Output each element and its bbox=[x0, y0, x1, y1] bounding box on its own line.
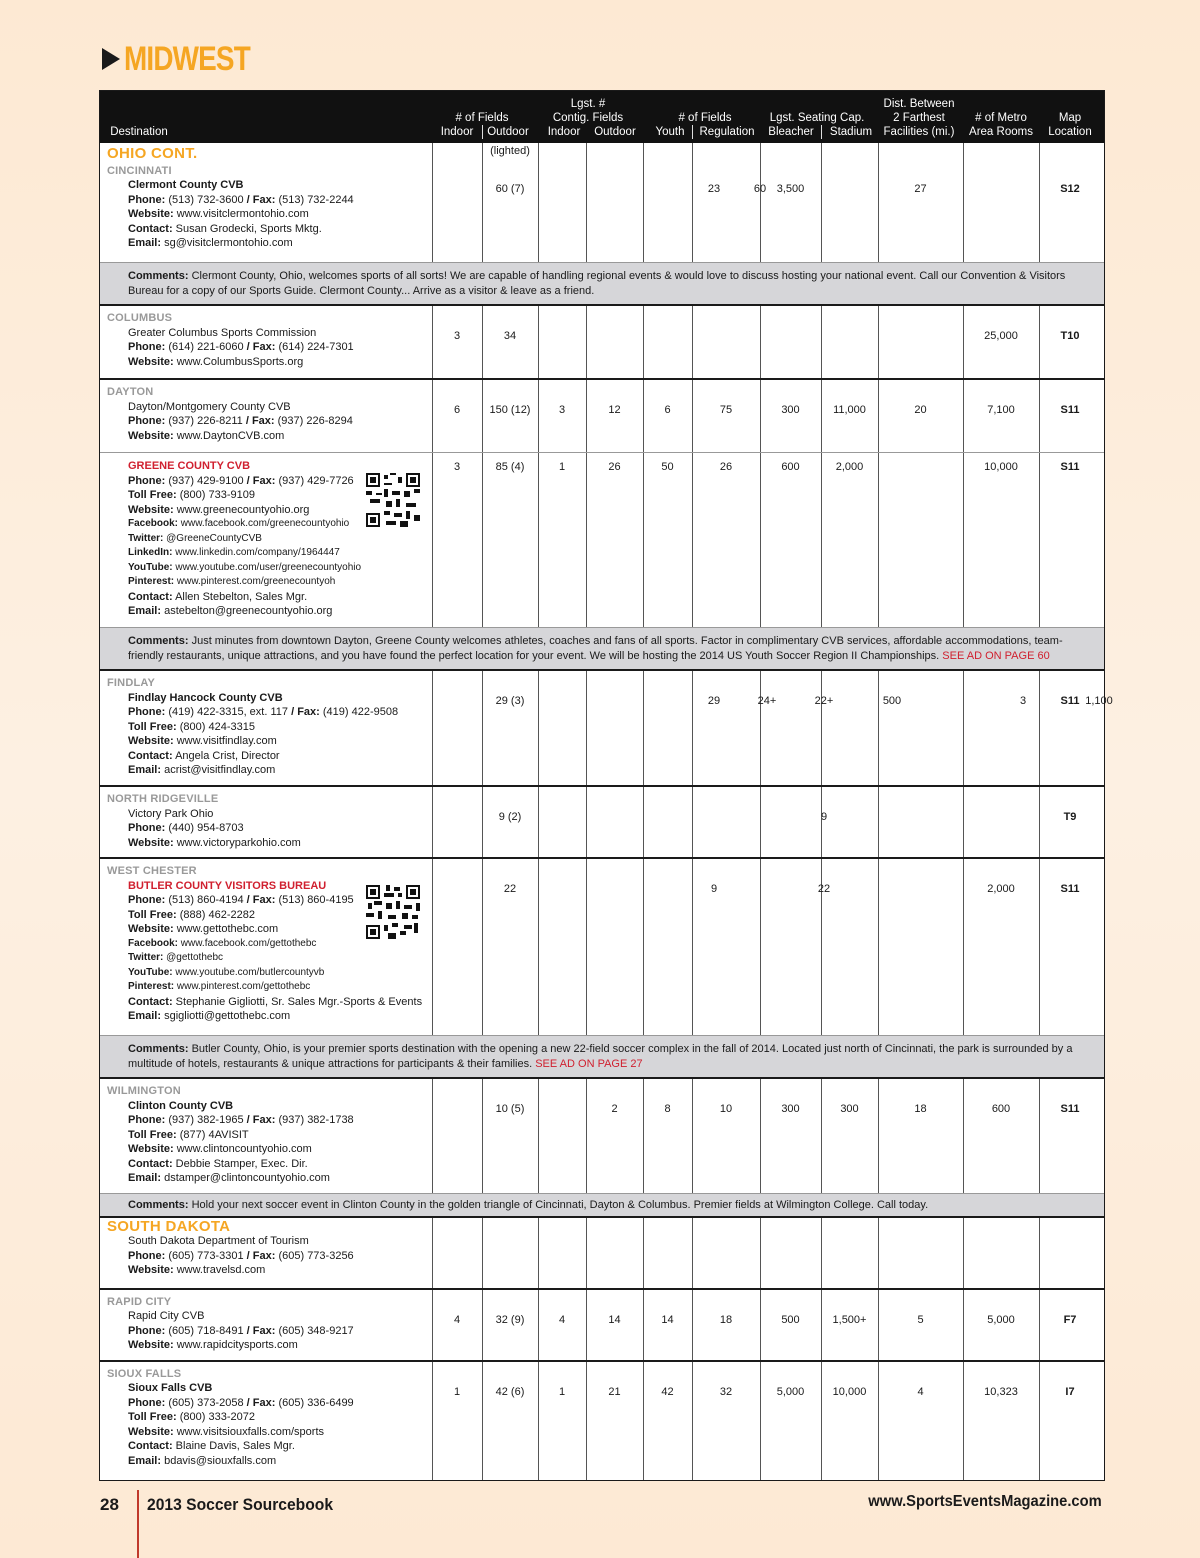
comments-greene: Comments: Just minutes from downtown Dayton, Greene County welcomes athletes, coaches and fans of all sports. Factor in complimentary CVB services, affordable accommodations, team-friendly restaurants, unique attractions, and you have found the perfect location for your event. We will be hosting the 2014 US Youth Soccer Region II Championships. SEE AD ON PAGE 60 bbox=[100, 628, 1104, 671]
hdr-fields2: # of Fields bbox=[678, 112, 732, 124]
qr-code-icon[interactable] bbox=[366, 885, 420, 939]
youtube-link[interactable]: www.youtube.com/user/greenecountyohio bbox=[175, 561, 362, 573]
cell-map: F7 bbox=[1063, 1313, 1077, 1326]
listing-rapid-city: RAPID CITY Rapid City CVB Phone: (605) 718-8491 / Fax: (605) 348-9217 Website: www.rapidcitysports.com 4 32 (9) 4 14 14 18 500 1,500+ 5 5,000 F7 bbox=[100, 1290, 1104, 1362]
cell: 18 bbox=[719, 1313, 733, 1326]
cell: 10 bbox=[719, 1103, 733, 1115]
cell-map: S11 bbox=[1060, 1103, 1080, 1115]
cell: 85 (4) bbox=[495, 461, 525, 473]
cell-map: S11 bbox=[1060, 883, 1080, 895]
hdr-fields: # of Fields bbox=[455, 112, 509, 124]
city-label: WEST CHESTER bbox=[107, 865, 197, 877]
cell: 22 bbox=[817, 883, 831, 895]
cell: 2,000 bbox=[987, 883, 1015, 895]
cell: 18 bbox=[914, 1103, 927, 1115]
cell: 27 bbox=[914, 183, 927, 195]
listing-sd-tourism: SOUTH DAKOTA South Dakota Department of Tourism Phone: (605) 773-3301 / Fax: (605) 773-3256 Website: www.travelsd.com bbox=[100, 1218, 1104, 1290]
qr-code-icon[interactable] bbox=[366, 473, 420, 527]
dest-cincinnati: OHIO CONT. CINCINNATI Clermont County CVB Phone: (513) 732-3600 / Fax: (513) 732-2244 Website: www.visitclermontohio.com Contact: Susan Grodecki, Sports Mktg. Email: sg@visitclermontohio.com bbox=[100, 143, 427, 257]
website-link[interactable]: www.rapidcitysports.com bbox=[176, 1339, 298, 1351]
listing-dayton: DAYTON Dayton/Montgomery County CVB Phone: (937) 226-8211 / Fax: (937) 226-8294 Website: www.DaytonCVB.com 6 150 (12) 3 12 6 75 300 11,000 20 7,100 S11 bbox=[100, 380, 1104, 453]
cell: 75 bbox=[719, 404, 733, 416]
section-title bbox=[102, 40, 278, 78]
cell-map: T10 bbox=[1060, 330, 1080, 342]
cell: 4 bbox=[453, 1313, 461, 1326]
listing-columbus: COLUMBUS Greater Columbus Sports Commission Phone: (614) 221-6060 / Fax: (614) 224-7301 Website: www.ColumbusSports.org 3 34 25,000 T10 bbox=[100, 306, 1104, 380]
page-footer bbox=[100, 1490, 1102, 1530]
cell: 32 (9) bbox=[495, 1313, 525, 1326]
cell: 23 bbox=[707, 183, 721, 195]
cell: 60 bbox=[753, 183, 767, 195]
cell: 10,000 bbox=[832, 1385, 867, 1398]
cell: 14 bbox=[661, 1313, 674, 1326]
lighted-note: (lighted) bbox=[490, 145, 530, 157]
listing-table bbox=[99, 90, 1113, 1481]
org-name: Greater Columbus Sports Commission bbox=[128, 326, 317, 339]
cell: 6 bbox=[453, 404, 461, 416]
org-name: Clermont County CVB bbox=[128, 179, 244, 191]
cell: 1,100 bbox=[1085, 695, 1113, 707]
cell: 50 bbox=[661, 461, 674, 473]
hdr-dist1: Dist. Between bbox=[883, 98, 955, 110]
city-label: DAYTON bbox=[107, 386, 154, 398]
website-link[interactable]: www.visitfindlay.com bbox=[176, 735, 277, 747]
comments-westchester: Comments: Butler County, Ohio, is your premier sports destination with the opening a new 22-field soccer complex in the fall of 2014. Located just north of Cincinnati, the park is surrounded by a multitude of hotels, restaurants & unique attractions for participants & their families. SEE AD ON PAGE 27 bbox=[100, 1036, 1104, 1079]
cell: 500 bbox=[882, 695, 902, 707]
cell: 21 bbox=[608, 1385, 621, 1398]
cell: 12 bbox=[608, 404, 621, 416]
hdr-youth: Youth bbox=[655, 126, 685, 138]
website-link[interactable]: www.DaytonCVB.com bbox=[176, 429, 285, 442]
org-name: Clinton County CVB bbox=[128, 1099, 234, 1112]
facebook-link[interactable]: www.facebook.com/gettothebc bbox=[180, 937, 317, 949]
email-link[interactable]: bdavis@siouxfalls.com bbox=[164, 1454, 277, 1467]
website-link[interactable]: www.clintoncountyohio.com bbox=[176, 1143, 312, 1155]
cell: 9 (2) bbox=[498, 811, 522, 823]
cell: 1,500+ bbox=[832, 1313, 867, 1326]
hdr-contig1: Lgst. # bbox=[570, 98, 606, 110]
email-link[interactable]: acrist@visitfindlay.com bbox=[164, 764, 276, 776]
email-link[interactable]: dstamper@clintoncountyohio.com bbox=[164, 1172, 330, 1184]
cell: 42 bbox=[661, 1385, 674, 1398]
city-label: SIOUX FALLS bbox=[107, 1367, 182, 1380]
cell: 3 bbox=[1019, 695, 1027, 707]
cell: 5,000 bbox=[987, 1313, 1015, 1326]
cell: 300 bbox=[781, 1103, 800, 1115]
listing-ridgeville: NORTH RIDGEVILLE Victory Park Ohio Phone: (440) 954-8703 Website: www.victoryparkohio.com 9 (2) 9 T9 bbox=[100, 787, 1104, 859]
see-ad-link[interactable]: SEE AD ON PAGE 60 bbox=[942, 649, 1050, 662]
cell: 29 (3) bbox=[495, 695, 525, 707]
cell: 5 bbox=[917, 1313, 924, 1326]
website-link[interactable]: www.greenecountyohio.org bbox=[176, 503, 310, 516]
comments-cincinnati: Comments: Clermont County, Ohio, welcomes sports of all sorts! We are capable of handling regional events & would love to discuss hosting your national event. Call our Convention & Visitors Bureau for a copy of our Sports Guide. Clermont County... Arrive as a visitor & leave as a friend. bbox=[100, 262, 1104, 306]
hdr-map1: Map bbox=[1058, 112, 1082, 124]
cell: 1 bbox=[453, 1385, 461, 1398]
hdr-dist3: Facilities (mi.) bbox=[883, 126, 955, 138]
listing-westchester: WEST CHESTER BUTLER COUNTY VISITORS BUREAU Phone: (513) 860-4194 / Fax: (513) 860-4195 Toll Free: (888) 462-2282 Website: www.gettothebc.com Facebook: www.facebook.com/gettothebc Twitter: @gettothebc YouTube: www.youtube.com/butlercountyvb Pinterest: www.pinterest.com/gettothebc Contact: Stephanie Gigliotti, Sr. Sales Mgr.-Sports & Events Email: sgigliotti@gettothebc.com 22 9 22 2,000 S11 bbox=[100, 859, 1104, 1036]
cell: 24+ bbox=[757, 695, 777, 707]
city-label: FINDLAY bbox=[107, 677, 156, 689]
cell: 60 (7) bbox=[495, 183, 525, 195]
cell: 1 bbox=[558, 1385, 566, 1398]
cell: 22+ bbox=[814, 695, 834, 707]
website-link[interactable]: www.victoryparkohio.com bbox=[176, 836, 301, 849]
hdr-contig2: Contig. Fields bbox=[552, 112, 624, 124]
cell: 22 bbox=[503, 883, 517, 895]
website-link[interactable]: www.visitsiouxfalls.com/sports bbox=[176, 1425, 325, 1438]
hdr-contig-outdoor: Outdoor bbox=[594, 126, 636, 138]
comments-wilmington: Comments: Hold your next soccer event in Clinton County in the golden triangle of Cincinnati, Dayton & Columbus. Premier fields at Wilmington College. Call today. bbox=[100, 1194, 1104, 1218]
state-ohio: OHIO CONT. bbox=[107, 145, 198, 162]
city-label: RAPID CITY bbox=[107, 1295, 172, 1308]
fax: (937) 226-8294 bbox=[277, 415, 353, 427]
hdr-destination: Destination bbox=[110, 126, 168, 138]
city-label: COLUMBUS bbox=[107, 312, 173, 324]
cell: 6 bbox=[664, 404, 671, 416]
org-name: Rapid City CVB bbox=[128, 1310, 205, 1322]
state-south-dakota: SOUTH DAKOTA bbox=[107, 1217, 231, 1235]
hdr-contig-indoor: Indoor bbox=[547, 126, 581, 138]
hdr-dist2: 2 Farthest bbox=[893, 112, 945, 124]
page-number: 28 bbox=[100, 1495, 119, 1514]
cell: 3 bbox=[558, 404, 566, 416]
phone: (937) 226-8211 bbox=[168, 415, 243, 427]
website-link[interactable]: www.visitclermontohio.com bbox=[176, 208, 309, 220]
footer-divider bbox=[137, 1490, 139, 1558]
cell: 10,323 bbox=[984, 1385, 1018, 1398]
org-name: Dayton/Montgomery County CVB bbox=[128, 400, 291, 413]
pinterest-link[interactable]: www.pinterest.com/gettothebc bbox=[176, 981, 311, 992]
city-label: CINCINNATI bbox=[107, 164, 172, 177]
cell-map: S11 bbox=[1060, 461, 1080, 473]
cell: 26 bbox=[719, 461, 733, 473]
website-link[interactable]: www.gettothebc.com bbox=[176, 923, 279, 935]
cell: 600 bbox=[781, 461, 800, 473]
listing-greene: GREENE COUNTY CVB Phone: (937) 429-9100 / Fax: (937) 429-7726 Toll Free: (800) 733-9109 Website: www.greenecountyohio.org Facebook: www.facebook.com/greenecountyohio Twitter: @GreeneCountyCVB LinkedIn: www.linkedin.com/company/1964447 YouTube: www.youtube.com/user/greenecountyohio Pinterest: www.pinterest.com/greenecountyoh Contact: Allen Stebelton, Sales Mgr. Email: astebelton@greenecountyohio.org 3 85 (4) 1 26 50 26 600 2,000 10,000 S11 bbox=[100, 453, 1104, 628]
publication-title: 2013 Soccer Sourcebook bbox=[147, 1495, 334, 1514]
cell: 8 bbox=[664, 1103, 671, 1115]
email-link[interactable]: astebelton@greenecountyohio.org bbox=[164, 605, 333, 617]
cell: 1 bbox=[558, 461, 566, 473]
city-label: NORTH RIDGEVILLE bbox=[107, 793, 219, 805]
hdr-stadium: Stadium bbox=[829, 126, 873, 138]
cell-map: T9 bbox=[1063, 811, 1077, 823]
linkedin-link[interactable]: www.linkedin.com/company/1964447 bbox=[175, 547, 340, 558]
phone: (614) 221-6060 bbox=[168, 341, 244, 353]
cell: 150 (12) bbox=[489, 404, 531, 416]
cell: 32 bbox=[719, 1385, 733, 1398]
email-link[interactable]: sgigliotti@gettothebc.com bbox=[164, 1010, 291, 1022]
listing-findlay: FINDLAY Findlay Hancock County CVB Phone: (419) 422-3315, ext. 117 / Fax: (419) 422-9508 Toll Free: (800) 424-3315 Website: www.visitfindlay.com Contact: Angela Crist, Director Email: acrist@visitfindlay.com 29 (3) 29 24+ 22+ 500 3 1,100 S11 bbox=[100, 671, 1104, 787]
arrow-icon bbox=[102, 48, 120, 70]
website-link[interactable]: www.travelsd.com bbox=[176, 1264, 266, 1276]
listing-sioux-falls: SIOUX FALLS Sioux Falls CVB Phone: (605) 373-2058 / Fax: (605) 336-6499 Toll Free: (800) 333-2072 Website: www.visitsiouxfalls.com/sports Contact: Blaine Davis, Sales Mgr. Email: bdavis@siouxfalls.com 1 42 (6) 1 21 42 32 5,000 10,000 4 10,323 I7 bbox=[100, 1362, 1104, 1480]
magazine-url[interactable]: www.SportsEventsMagazine.com bbox=[868, 1493, 1102, 1510]
cell: 5,000 bbox=[776, 1385, 805, 1398]
org-name: South Dakota Department of Tourism bbox=[128, 1235, 309, 1247]
cell: 34 bbox=[503, 330, 517, 342]
org-name: GREENE COUNTY CVB bbox=[128, 460, 251, 472]
cell: 14 bbox=[608, 1313, 621, 1326]
hdr-metro2: Area Rooms bbox=[969, 126, 1033, 138]
pinterest-link[interactable]: www.pinterest.com/greenecountyoh bbox=[176, 576, 336, 587]
email-link[interactable]: sg@visitclermontohio.com bbox=[164, 237, 293, 249]
hdr-map2: Location bbox=[1048, 126, 1092, 138]
cell: 42 (6) bbox=[495, 1385, 525, 1398]
website-link[interactable]: www.ColumbusSports.org bbox=[176, 355, 304, 368]
cell: 10 (5) bbox=[495, 1103, 525, 1115]
cell: 500 bbox=[781, 1313, 800, 1326]
cell-map: S12 bbox=[1060, 183, 1080, 195]
hdr-regulation: Regulation bbox=[699, 126, 755, 138]
phone: (513) 732-3600 bbox=[168, 193, 244, 206]
cell: 2,000 bbox=[835, 461, 864, 473]
cell-map: I7 bbox=[1065, 1385, 1075, 1398]
cell: 20 bbox=[914, 404, 927, 416]
cell: 3 bbox=[453, 461, 461, 473]
hdr-outdoor: Outdoor bbox=[487, 126, 529, 138]
cell: 600 bbox=[991, 1103, 1011, 1115]
fax: (513) 732-2244 bbox=[278, 193, 354, 206]
hdr-metro1: # of Metro bbox=[975, 112, 1027, 124]
org-name: Findlay Hancock County CVB bbox=[128, 691, 283, 704]
section-title-text: MIDWEST bbox=[124, 39, 250, 78]
cell: 300 bbox=[840, 1103, 859, 1115]
city-label: WILMINGTON bbox=[107, 1085, 181, 1097]
hdr-indoor: Indoor bbox=[440, 126, 474, 138]
cell: 3,500 bbox=[776, 183, 805, 195]
cell: 9 bbox=[820, 811, 828, 823]
cell: 10,000 bbox=[984, 461, 1018, 473]
cell: 7,100 bbox=[987, 404, 1015, 416]
cell: 29 bbox=[707, 695, 721, 707]
org-name: Sioux Falls CVB bbox=[128, 1382, 213, 1394]
cell-map: S11 bbox=[1060, 695, 1080, 707]
twitter-link[interactable]: @GreeneCountyCVB bbox=[166, 532, 262, 544]
org-name: BUTLER COUNTY VISITORS BUREAU bbox=[128, 879, 327, 892]
cell: 300 bbox=[781, 404, 800, 416]
twitter-link[interactable]: @gettothebc bbox=[166, 952, 224, 963]
cell: 9 bbox=[710, 883, 718, 895]
listing-wilmington: WILMINGTON Clinton County CVB Phone: (937) 382-1965 / Fax: (937) 382-1738 Toll Free: (877) 4AVISIT Website: www.clintoncountyohio.com Contact: Debbie Stamper, Exec. Dir. Email: dstamper@clintoncountyohio.com 10 (5) 2 8 10 300 300 18 600 S11 bbox=[100, 1079, 1104, 1194]
facebook-link[interactable]: www.facebook.com/greenecountyohio bbox=[180, 518, 350, 529]
cell: 4 bbox=[558, 1313, 566, 1326]
fax: (614) 224-7301 bbox=[278, 341, 354, 353]
table-header bbox=[100, 91, 1104, 143]
youtube-link[interactable]: www.youtube.com/butlercountyvb bbox=[175, 966, 325, 978]
cell: 26 bbox=[608, 461, 621, 473]
org-name: Victory Park Ohio bbox=[128, 807, 214, 820]
contact: Susan Grodecki, Sports Mktg. bbox=[175, 222, 322, 235]
listing-cincinnati bbox=[100, 143, 1104, 262]
cell-map: S11 bbox=[1060, 404, 1080, 416]
cell: 3 bbox=[453, 330, 461, 342]
hdr-seating: Lgst. Seating Cap. bbox=[769, 112, 865, 124]
cell: 11,000 bbox=[833, 404, 866, 416]
cell: 4 bbox=[917, 1385, 924, 1398]
cell: 2 bbox=[611, 1103, 618, 1115]
hdr-bleacher: Bleacher bbox=[768, 126, 814, 138]
cell: 25,000 bbox=[984, 330, 1018, 342]
see-ad-link[interactable]: SEE AD ON PAGE 27 bbox=[535, 1057, 643, 1070]
